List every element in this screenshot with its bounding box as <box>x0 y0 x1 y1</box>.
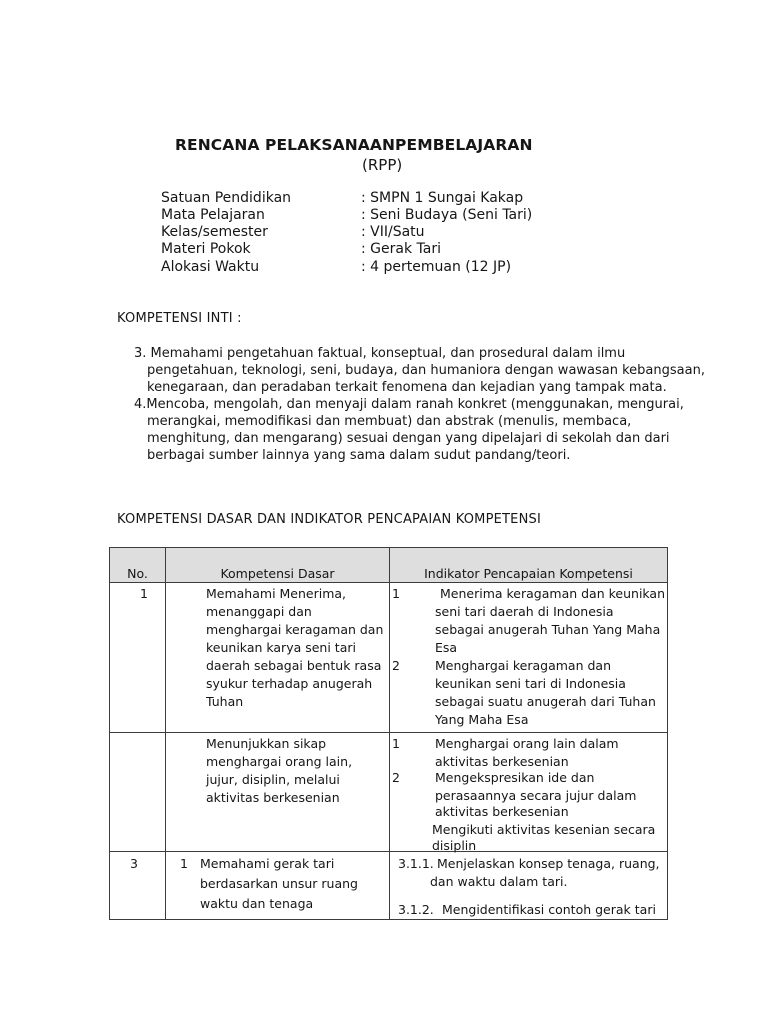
kd-line: jujur, disiplin, melalui <box>206 772 340 787</box>
kd-line: aktivitas berkesenian <box>206 790 340 805</box>
row-number-cell <box>110 583 166 733</box>
kd-line: Memahami gerak tari <box>200 856 335 871</box>
column-header: Kompetensi Dasar <box>166 548 390 583</box>
identity-value: : 4 pertemuan (12 JP) <box>361 259 512 275</box>
ki-line: 4.Mencoba, mengolah, dan menyaji dalam ranah konkret (menggunakan, mengurai, <box>134 397 684 412</box>
kd-line: daerah sebagai bentuk rasa <box>206 658 382 673</box>
indicator-line: keunikan seni tari di Indonesia <box>435 676 626 691</box>
ki-line: pengetahuan, teknologi, seni, budaya, dan humaniora dengan wawasan kebangsaan, <box>147 363 705 378</box>
row-number-cell <box>110 733 166 852</box>
indicator-line: perasaannya secara jujur dalam <box>435 788 637 803</box>
indicator-line: disiplin <box>432 838 477 853</box>
indicator-line: sebagai anugerah Tuhan Yang Maha <box>435 622 661 637</box>
column-header: No. <box>110 548 166 583</box>
identity-value: : Gerak Tari <box>361 241 441 257</box>
indicator-line: Menerima keragaman dan keunikan <box>440 586 666 601</box>
identity-value: : SMPN 1 Sungai Kakap <box>361 190 524 206</box>
row-number: 3 <box>130 856 138 871</box>
identity-label: Alokasi Waktu <box>161 259 260 275</box>
table-row <box>110 852 668 920</box>
indicator-line: Mengekspresikan ide dan <box>435 770 595 785</box>
indicator-line: dan waktu dalam tari. <box>430 874 568 889</box>
section-heading: KOMPETENSI INTI : <box>117 311 242 326</box>
kd-line: Memahami Menerima, <box>206 586 347 601</box>
identity-value: : Seni Budaya (Seni Tari) <box>361 207 533 223</box>
kd-line: syukur terhadap anugerah <box>206 676 373 691</box>
kd-line: Tuhan <box>206 694 244 709</box>
indicator-line: seni tari daerah di Indonesia <box>435 604 614 619</box>
kd-line: waktu dan tenaga <box>200 896 314 911</box>
competency-table <box>109 547 668 920</box>
table-header-row <box>110 548 668 583</box>
indicator-number: 3.1.2. <box>398 902 434 917</box>
indicator-number: 3.1.1. <box>398 856 434 871</box>
kd-line: menghargai keragaman dan <box>206 622 384 637</box>
indicator-line: Mengidentifikasi contoh gerak tari <box>442 902 656 917</box>
identity-label: Materi Pokok <box>161 241 251 257</box>
indicator-line: sebagai suatu anugerah dari Tuhan <box>435 694 656 709</box>
identity-label: Mata Pelajaran <box>161 207 265 223</box>
indicator-cell <box>390 583 668 733</box>
indicator-line: Esa <box>435 640 458 655</box>
kd-line: menanggapi dan <box>206 604 312 619</box>
identity-value: : VII/Satu <box>361 224 425 240</box>
identity-label: Satuan Pendidikan <box>161 190 292 206</box>
ki-line: kenegaraan, dan peradaban terkait fenomena dan kejadian yang tampak mata. <box>147 380 667 395</box>
document-subtitle: (RPP) <box>362 156 403 174</box>
row-number: 1 <box>140 586 148 601</box>
indicator-number: 2 <box>392 770 400 785</box>
table-row <box>110 733 668 852</box>
basic-competency-cell <box>166 852 390 920</box>
ki-line: berbagai sumber lainnya yang sama dalam sudut pandang/teori. <box>147 448 571 463</box>
indicator-line: Mengikuti aktivitas kesenian secara <box>432 822 656 837</box>
section-heading: KOMPETENSI DASAR DAN INDIKATOR PENCAPAIAN KOMPETENSI <box>117 512 542 527</box>
indicator-line: Yang Maha Esa <box>435 712 529 727</box>
row-number-cell <box>110 852 166 920</box>
kd-number: 1 <box>180 856 188 871</box>
document-title: RENCANA PELAKSANAANPEMBELAJARAN <box>175 136 533 154</box>
basic-competency-cell <box>166 583 390 733</box>
indicator-number: 1 <box>392 736 400 751</box>
indicator-line: Menghargai keragaman dan <box>435 658 612 673</box>
kd-line: Menunjukkan sikap <box>206 736 327 751</box>
identity-label: Kelas/semester <box>161 224 268 240</box>
basic-competency-cell <box>166 733 390 852</box>
indicator-cell <box>390 852 668 920</box>
ki-line: menghitung, dan mengarang) sesuai dengan yang dipelajari di sekolah dan dari <box>147 431 670 446</box>
kd-line: menghargai orang lain, <box>206 754 353 769</box>
column-header: Indikator Pencapaian Kompetensi <box>390 548 668 583</box>
indicator-line: Menjelaskan konsep tenaga, ruang, <box>437 856 660 871</box>
indicator-line: aktivitas berkesenian <box>435 804 569 819</box>
ki-line: merangkai, memodifikasi dan membuat) dan abstrak (menulis, membaca, <box>147 414 632 429</box>
indicator-number: 2 <box>392 658 400 673</box>
indicator-line: Menghargai orang lain dalam <box>435 736 619 751</box>
ki-line: 3. Memahami pengetahuan faktual, konseptual, dan prosedural dalam ilmu <box>134 346 626 361</box>
table-row <box>110 583 668 733</box>
indicator-line: aktivitas berkesenian <box>435 754 569 769</box>
indicator-number: 1 <box>392 586 400 601</box>
kd-line: berdasarkan unsur ruang <box>200 876 358 891</box>
indicator-cell <box>390 733 668 852</box>
kd-line: keunikan karya seni tari <box>206 640 356 655</box>
